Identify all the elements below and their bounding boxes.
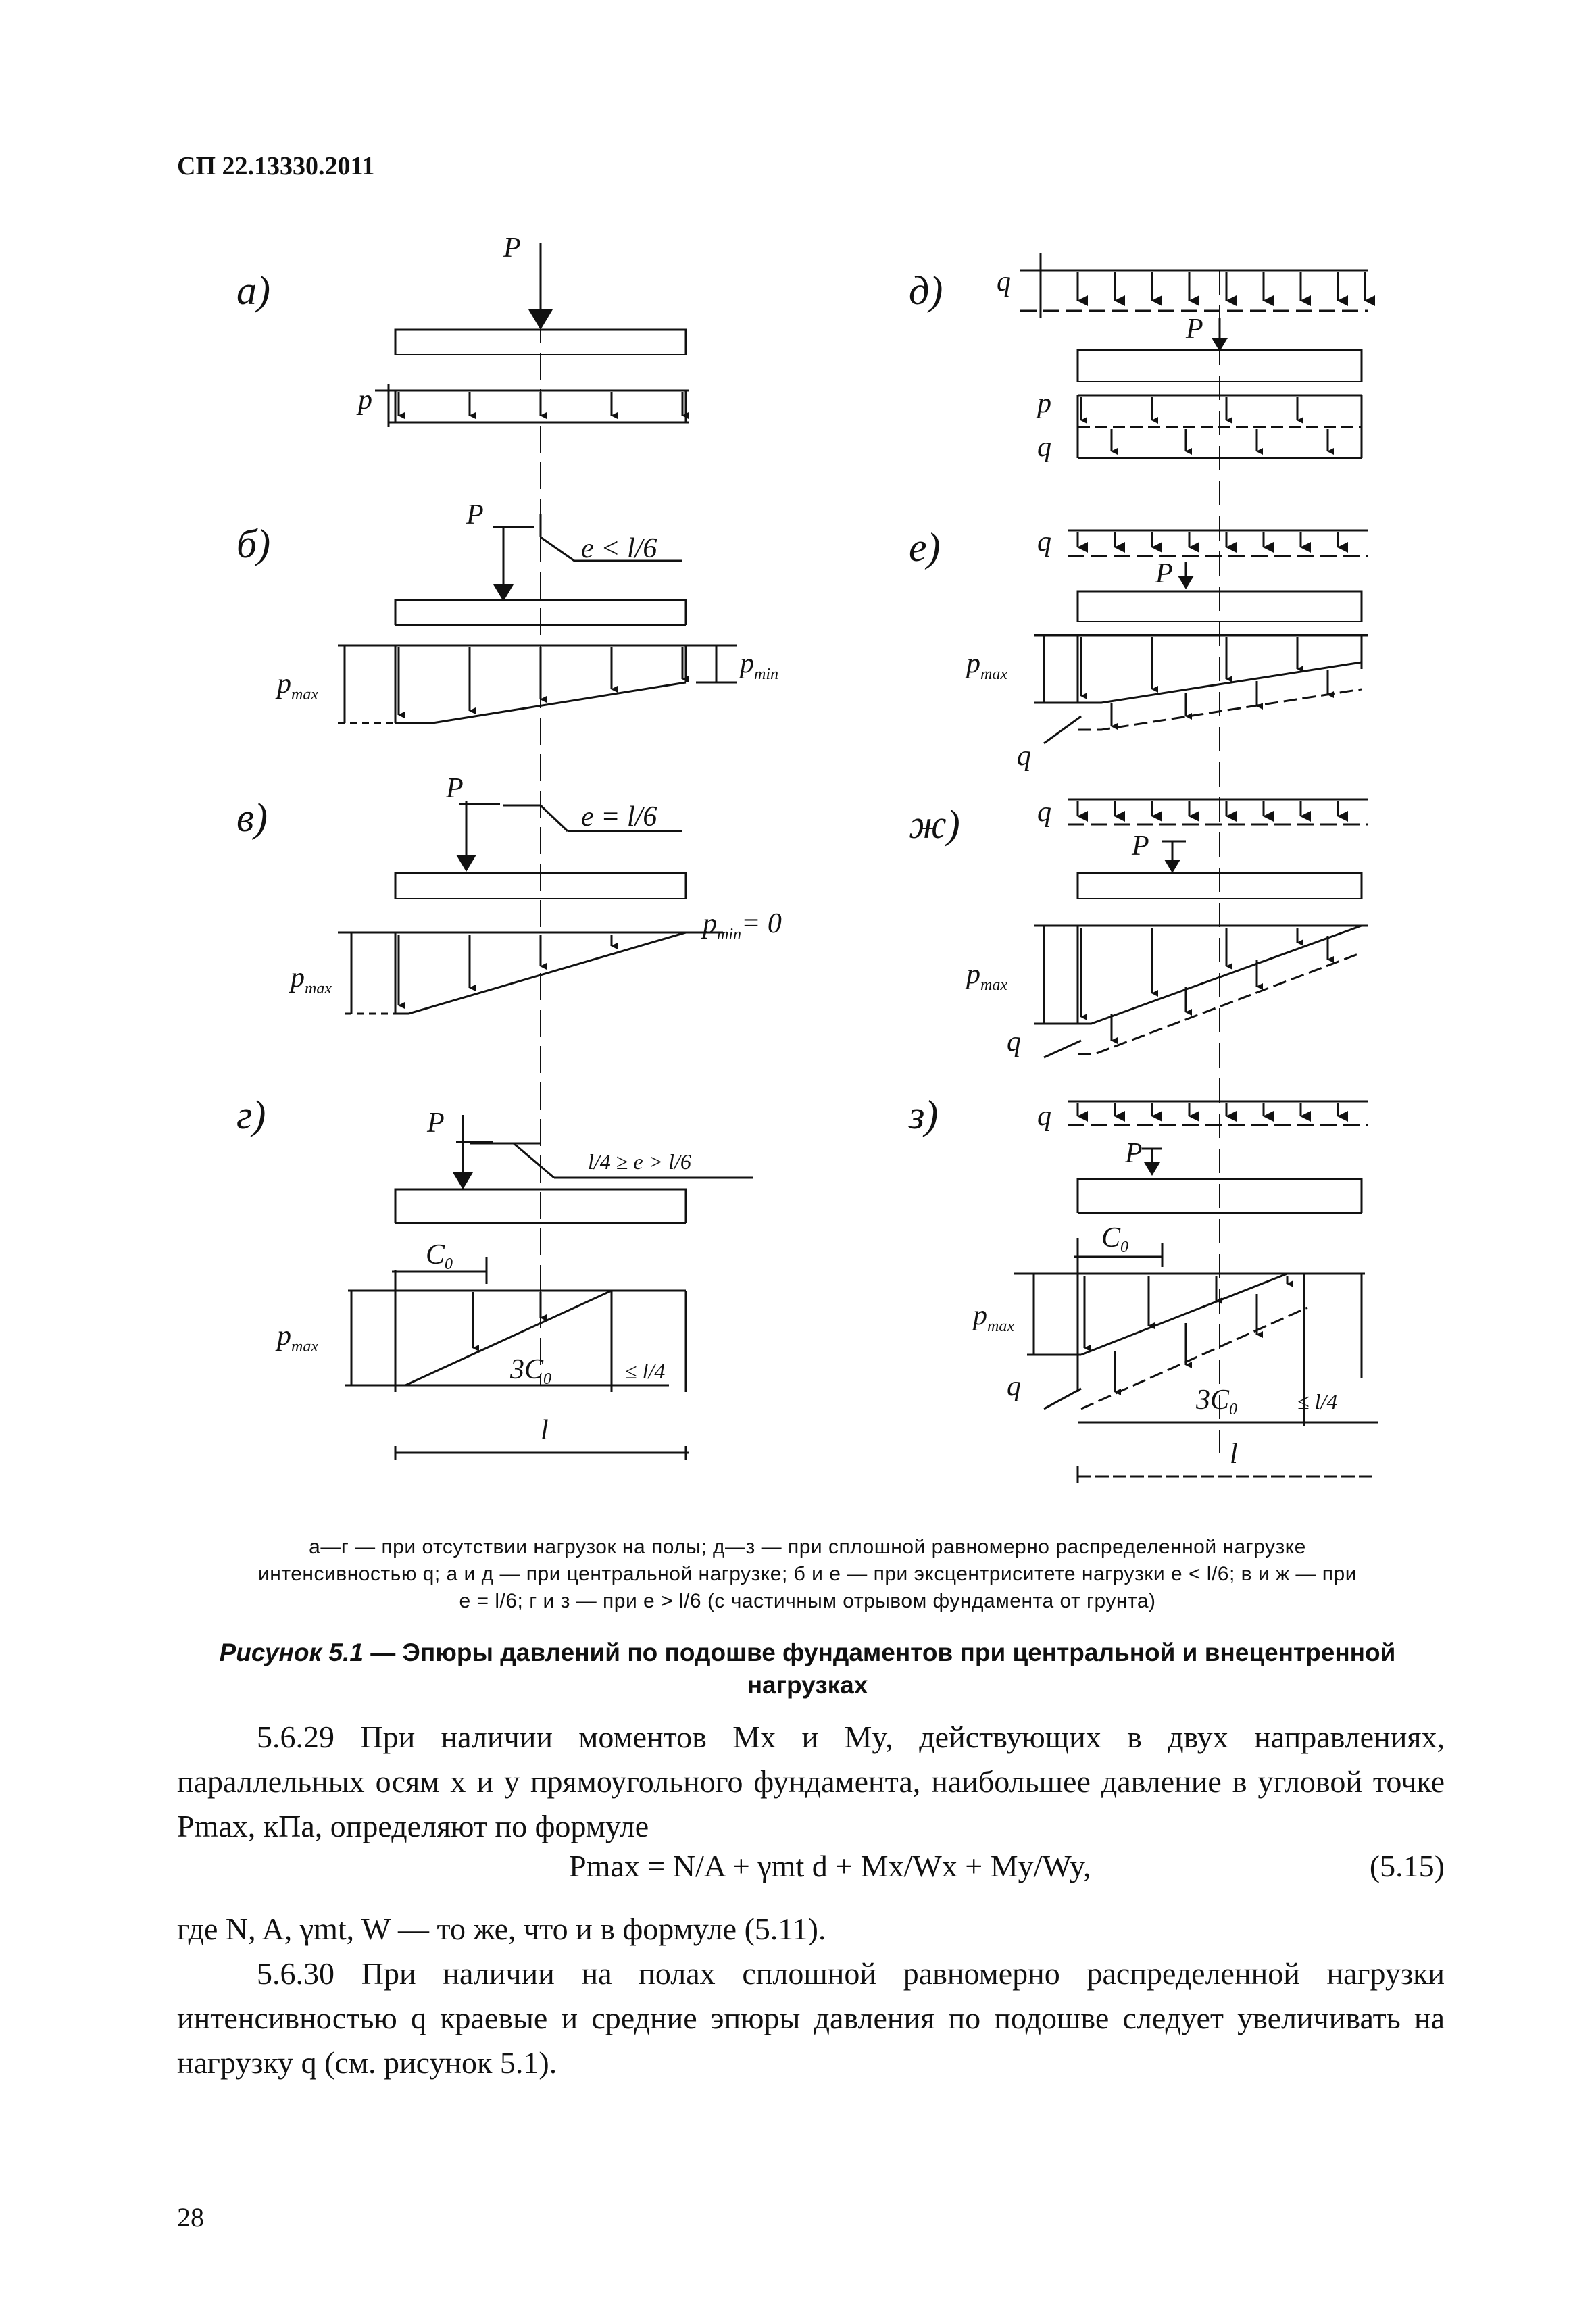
eccentricity-b: e < l/6: [581, 533, 657, 564]
le-l4-g: ≤ l/4: [625, 1359, 666, 1383]
panel-label-g: г): [236, 1093, 266, 1137]
pressure-p-a: p: [358, 384, 372, 416]
three-c0-g: 3C0: [510, 1354, 552, 1388]
panel-e: [1034, 530, 1368, 743]
formula-note: где N, A, γmt, W — то же, что и в формуле (5.11).: [177, 1912, 826, 1946]
panel-label-e: е): [909, 525, 941, 570]
q-bottom-d: q: [1037, 432, 1051, 463]
formula-number: (5.15): [1369, 1849, 1445, 1883]
q-bottom-z: q: [1007, 1371, 1021, 1402]
pmax-zh: $p_{max}$: [966, 959, 1007, 994]
pmax-g: $p_{max}$: [277, 1320, 318, 1355]
q-e: q: [1037, 526, 1051, 557]
load-P-a: P: [503, 232, 521, 264]
q-bottom-zh: q: [1007, 1026, 1021, 1057]
panel-label-z: з): [909, 1093, 939, 1137]
panel-g: [345, 1115, 753, 1460]
legend-line-1: а—г — при отсутствии нагрузок на полы; д—з — при сплошной равномерно распределенной нагрузке: [309, 1536, 1306, 1558]
legend-line-3: e = l/6; г и з — при e > l/6 (с частичным отрывом фундамента от грунта): [459, 1590, 1156, 1612]
paragraph-block-2: [177, 1907, 1445, 2085]
load-P-b: P: [466, 499, 484, 530]
q-d: q: [997, 266, 1011, 297]
q-bottom-e: q: [1017, 741, 1031, 772]
panel-v: [338, 801, 723, 1014]
caption-lead: Рисунок 5.1: [219, 1639, 364, 1666]
panel-label-a: а): [236, 268, 270, 313]
figure-caption: [172, 1637, 1443, 1701]
legend-line-2: интенсивностью q; а и д — при центральной нагрузке; б и е — при эксцентриситете нагрузки e < l/6; в и ж — при: [258, 1563, 1357, 1585]
three-c0-z: 3C0: [1196, 1385, 1238, 1418]
length-l-g: l: [541, 1415, 549, 1446]
paragraph-5-6-29-text: 5.6.29 При наличии моментов Mx и My, действующих в двух направлениях, параллельных осям x и y прямоугольного фундамента, наибольшее давление в угловой точке Pmax, кПа, определяют по формуле: [177, 1720, 1445, 1843]
document-code: СП 22.13330.2011: [177, 152, 375, 180]
formula-expression: Pmax = N/A + γmt d + Mx/Wx + My/Wy,: [569, 1849, 1091, 1883]
pressure-p-d: p: [1037, 388, 1051, 419]
eccentricity-g: l/4 ≥ e > l/6: [588, 1149, 691, 1174]
panel-label-b: б): [236, 522, 271, 566]
pmin-b: $p_{min}$: [740, 648, 778, 683]
load-P-e: P: [1155, 558, 1173, 589]
page-number: 28: [177, 2202, 204, 2233]
figure-legend: [172, 1534, 1443, 1615]
paragraph-5-6-30: 5.6.30 При наличии на полах сплошной равномерно распределенной нагрузки интенсивностью q краевые и средние эпюры давления по подошве следует увеличивать на нагрузку q (см. рисунок 5.1).: [177, 1956, 1445, 2080]
load-P-z: P: [1125, 1138, 1143, 1169]
pmax-z: $p_{max}$: [973, 1300, 1014, 1335]
panel-label-zh: ж): [909, 802, 960, 847]
c0-g: C0: [426, 1239, 453, 1273]
eccentricity-v: e = l/6: [581, 801, 657, 832]
panel-b: [338, 514, 737, 723]
load-P-d: P: [1186, 314, 1203, 345]
length-l-z: l: [1230, 1439, 1238, 1470]
paragraph-5-6-29: [177, 1715, 1445, 1849]
panel-zh: [1034, 799, 1368, 1057]
pmax-b: $p_{max}$: [277, 668, 318, 703]
load-P-g: P: [427, 1107, 445, 1139]
load-P-v: P: [446, 773, 464, 804]
panel-d: [1020, 253, 1368, 458]
caption-text: — Эпюры давлений по подошве фундаментов при центральной и внецентренной нагрузках: [363, 1639, 1396, 1699]
q-z: q: [1037, 1101, 1051, 1132]
panel-label-v: в): [236, 795, 268, 840]
pmax-e: $p_{max}$: [966, 648, 1007, 683]
pmax-v: $p_{max}$: [291, 962, 332, 997]
q-zh: q: [1037, 797, 1051, 828]
panel-label-d: д): [909, 268, 943, 313]
panel-z: [1014, 1101, 1378, 1483]
formula-5-15: [177, 1848, 1445, 1893]
le-l4-z: ≤ l/4: [1297, 1389, 1338, 1414]
load-P-zh: P: [1132, 830, 1149, 862]
pmin-v: $p_{min}= 0$: [703, 908, 782, 943]
c0-z: C0: [1101, 1222, 1129, 1256]
